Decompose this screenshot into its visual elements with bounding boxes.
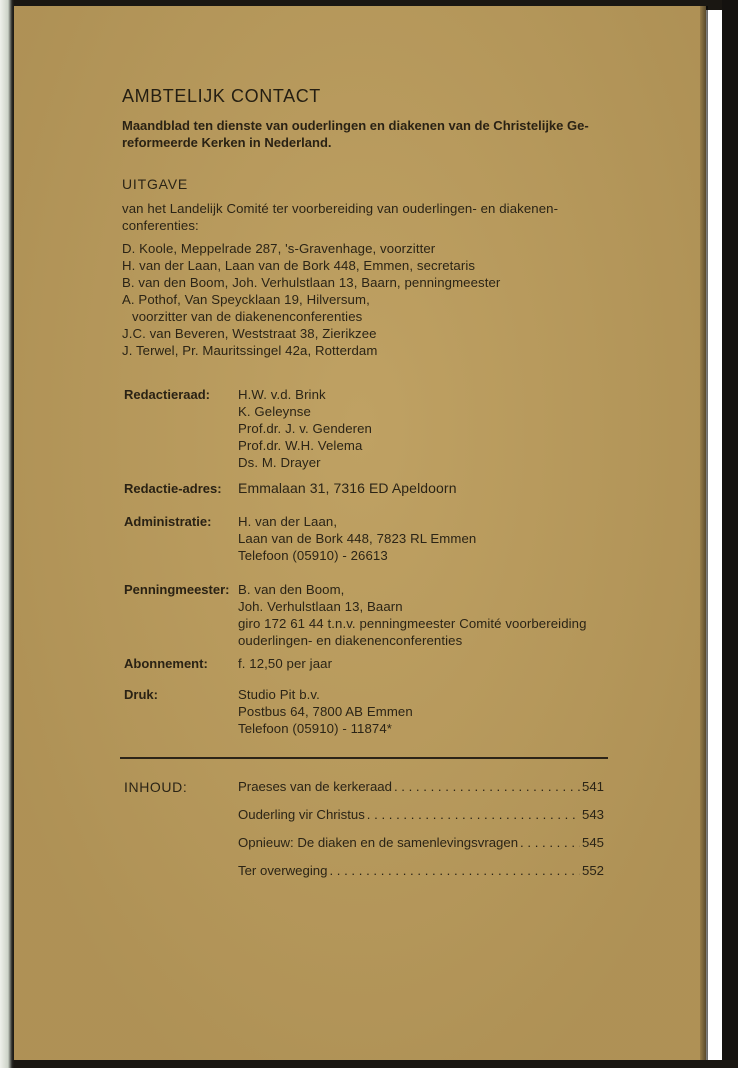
administratie-line: H. van der Laan, <box>238 514 338 529</box>
druk-line: Telefoon (05910) - 11874* <box>238 721 393 736</box>
toc-entry[interactable] <box>238 863 604 878</box>
druk-line: Studio Pit b.v. <box>238 687 320 702</box>
horizontal-rule <box>120 757 608 759</box>
redactieraad-label: Redactieraad: <box>124 387 210 402</box>
penningmeester-line: ouderlingen- en diakenenconferenties <box>238 633 463 648</box>
toc-leader-dots <box>367 807 580 822</box>
committee-member: A. Pothof, Van Speycklaan 19, Hilversum, <box>122 292 370 307</box>
redactieraad-member: K. Geleynse <box>238 404 311 419</box>
magazine-subtitle-line-1: Maandblad ten dienste van ouderlingen en diakenen van de Christelijke Ge- <box>122 118 589 133</box>
druk-label: Druk: <box>124 687 158 702</box>
toc-entry[interactable] <box>238 779 604 794</box>
penningmeester-line: giro 172 61 44 t.n.v. penningmeester Comité voorbereiding <box>238 616 587 631</box>
toc-entry-title: Ouderling vir Christus <box>238 807 365 822</box>
toc-entry-title: Ter overweging <box>238 863 328 878</box>
druk-line: Postbus 64, 7800 AB Emmen <box>238 704 413 719</box>
cover-shadow <box>700 6 708 1060</box>
administratie-line: Laan van de Bork 448, 7823 RL Emmen <box>238 531 477 546</box>
redactieraad-member: Prof.dr. W.H. Velema <box>238 438 363 453</box>
committee-member: J.C. van Beveren, Weststraat 38, Zierikzee <box>122 326 377 341</box>
redactieraad-member: H.W. v.d. Brink <box>238 387 326 402</box>
toc-entry-page: 552 <box>581 863 604 878</box>
toc-entry-page: 543 <box>581 807 604 822</box>
abonnement-value: f. 12,50 per jaar <box>238 656 333 671</box>
scan-bottom-edge <box>14 1060 738 1068</box>
toc-entry-title: Opnieuw: De diaken en de samenlevingsvragen <box>238 835 519 850</box>
publisher-heading: UITGAVE <box>122 176 189 192</box>
penningmeester-line: B. van den Boom, <box>238 582 345 597</box>
scan-right-edge <box>722 0 738 1068</box>
redactieraad-member: Ds. M. Drayer <box>238 455 321 470</box>
contents-label: INHOUD: <box>124 779 188 795</box>
redactie-adres-label: Redactie-adres: <box>124 481 222 496</box>
abonnement-label: Abonnement: <box>124 656 208 671</box>
toc-leader-dots <box>394 779 580 794</box>
penningmeester-label: Penningmeester: <box>124 582 230 597</box>
committee-member: H. van der Laan, Laan van de Bork 448, Emmen, secretaris <box>122 258 476 273</box>
toc-leader-dots <box>520 835 580 850</box>
penningmeester-line: Joh. Verhulstlaan 13, Baarn <box>238 599 403 614</box>
redactie-adres-value: Emmalaan 31, 7316 ED Apeldoorn <box>238 480 457 496</box>
toc-leader-dots <box>329 863 580 878</box>
toc-entry-title: Praeses van de kerkeraad <box>238 779 392 794</box>
committee-member: D. Koole, Meppelrade 287, 's-Gravenhage, voorzitter <box>122 241 436 256</box>
scan-left-edge <box>0 0 14 1068</box>
toc-entry-page: 545 <box>581 835 604 850</box>
administratie-label: Administratie: <box>124 514 212 529</box>
publisher-intro-line-1: van het Landelijk Comité ter voorbereiding van ouderlingen- en diakenen- <box>122 201 559 216</box>
administratie-line: Telefoon (05910) - 26613 <box>238 548 388 563</box>
magazine-subtitle-line-2: reformeerde Kerken in Nederland. <box>122 135 332 150</box>
redactieraad-member: Prof.dr. J. v. Genderen <box>238 421 372 436</box>
committee-member: B. van den Boom, Joh. Verhulstlaan 13, Baarn, penningmeester <box>122 275 501 290</box>
publisher-intro-line-2: conferenties: <box>122 218 199 233</box>
toc-entry-page: 541 <box>581 779 604 794</box>
toc-entry[interactable] <box>238 807 604 822</box>
committee-member: voorzitter van de diakenenconferenties <box>132 309 363 324</box>
toc-entry[interactable] <box>238 835 604 850</box>
committee-member: J. Terwel, Pr. Mauritssingel 42a, Rotterdam <box>122 343 378 358</box>
magazine-title: AMBTELIJK CONTACT <box>122 86 321 106</box>
